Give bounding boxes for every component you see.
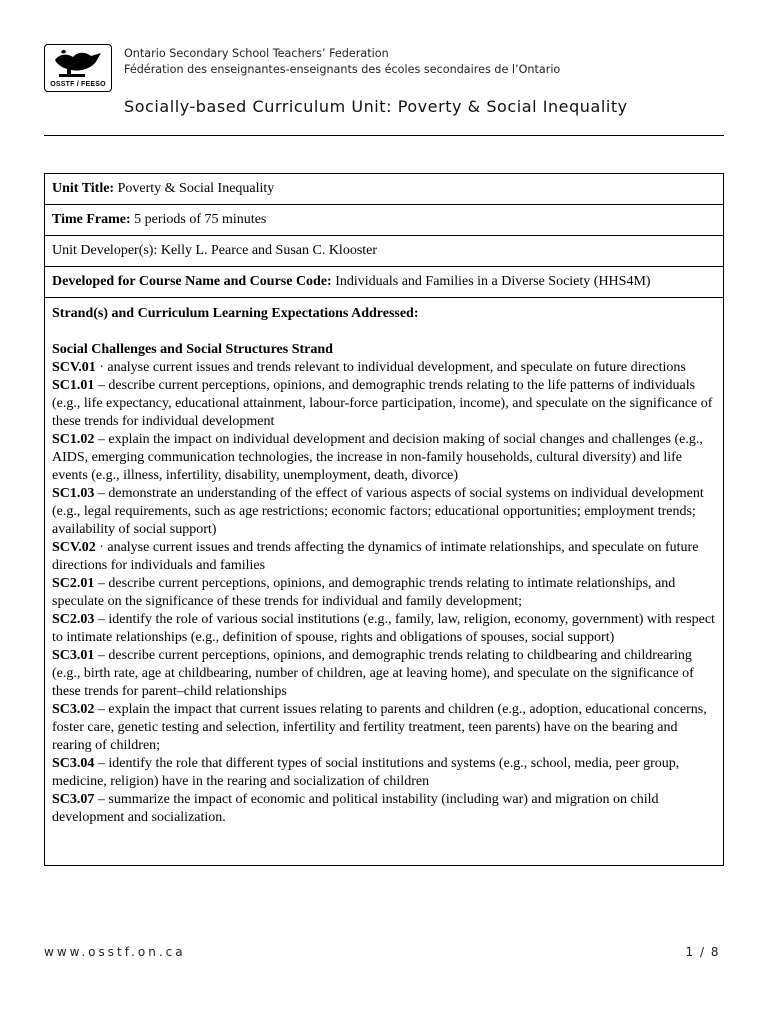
expectation-code: SC1.02 (52, 432, 95, 447)
expectation-item (52, 377, 716, 431)
unit-title-label: Unit Title: (52, 181, 115, 196)
expectation-code: SCV.01 (52, 360, 96, 375)
expectation-text: – summarize the impact of economic and political instability (including war) and migration on child development and socialization. (52, 792, 659, 825)
course-row (45, 267, 723, 298)
expectation-code: SC2.01 (52, 576, 95, 591)
expectation-code: SC3.01 (52, 648, 95, 663)
unit-developers-row (45, 236, 723, 267)
time-frame-row (45, 205, 723, 236)
logo-text: OSSTF / FEESO (50, 81, 106, 88)
expectation-item (52, 701, 716, 755)
expectation-text: · analyse current issues and trends affecting the dynamics of intimate relationships, and speculate on future directions for individuals and families (52, 540, 699, 573)
expectation-text: – describe current perceptions, opinions, and demographic trends relating to the life patterns of individuals (e.g., life expectancy, educational attainment, labour-force participation, income), and speculate on the significance of these trends for individual development (52, 378, 713, 429)
expectations-cell (45, 298, 723, 865)
course-label: Developed for Course Name and Course Code: (52, 274, 332, 289)
expectations-heading: Strand(s) and Curriculum Learning Expectations Addressed: (52, 306, 419, 321)
org-name-french: Fédération des enseignantes-enseignants des écoles secondaires de l’Ontario (124, 63, 561, 76)
unit-developers: Unit Developer(s): Kelly L. Pearce and Susan C. Klooster (52, 243, 378, 258)
expectation-item (52, 791, 716, 827)
expectation-item (52, 485, 716, 539)
expectation-item (52, 755, 716, 791)
expectation-text: – explain the impact that current issues relating to parents and children (e.g., adoption, educational concerns, foster care, genetic testing and selection, infertility and fertility treatment, teen parents) have on the bearing and rearing of children; (52, 702, 707, 753)
expectation-item (52, 431, 716, 485)
course-value: Individuals and Families in a Diverse Society (HHS4M) (331, 274, 651, 289)
expectation-text: · analyse current issues and trends relevant to individual development, and speculate on future directions (95, 360, 686, 375)
expectation-text: – identify the role that different types of social institutions and systems (e.g., school, media, peer group, medicine, religion) have in the rearing and socialization of children (52, 756, 680, 789)
document-title: Socially-based Curriculum Unit: Poverty & Social Inequality (124, 97, 628, 116)
expectation-text: – describe current perceptions, opinions, and demographic trends relating to intimate relationships, and speculate on the significance of these trends for individual and family development; (52, 576, 676, 609)
expectation-code: SC3.02 (52, 702, 95, 717)
website-link[interactable]: www.osstf.on.ca (44, 945, 186, 959)
expectation-item (52, 539, 716, 575)
org-name-english: Ontario Secondary School Teachers’ Federation (124, 47, 389, 60)
expectation-item (52, 359, 716, 377)
expectation-text: – demonstrate an understanding of the effect of various aspects of social systems on individual development (e.g., legal requirements, such as age restrictions; economic factors; educational opportunities; employment trends; availability of social support) (52, 486, 704, 537)
unit-title-row (45, 174, 723, 205)
organization-names (124, 46, 560, 78)
expectation-text: – identify the role of various social institutions (e.g., family, law, religion, economy, government) with respect to intimate relationships (e.g., definition of spouse, rights and obligations of spouses, social support) (52, 612, 715, 645)
expectation-code: SC3.04 (52, 756, 95, 771)
expectation-code: SC3.07 (52, 792, 95, 807)
unit-title-value: Poverty & Social Inequality (114, 181, 275, 196)
unit-info-table (44, 173, 724, 866)
expectation-item (52, 575, 716, 611)
strand-title: Social Challenges and Social Structures Strand (52, 342, 333, 357)
expectation-code: SC2.03 (52, 612, 95, 627)
expectation-text: – explain the impact on individual development and decision making of social changes and challenges (e.g., AIDS, emerging communication technologies, the increase in non-family households, cultural diversity) and life events (e.g., illness, infertility, disability, unemployment, death, divorce) (52, 432, 703, 483)
expectation-code: SC1.01 (52, 378, 95, 393)
expectation-code: SC1.03 (52, 486, 95, 501)
expectation-item (52, 611, 716, 647)
expectation-item (52, 647, 716, 701)
time-frame-value: 5 periods of 75 minutes (130, 212, 267, 227)
osstf-logo (44, 44, 112, 92)
header-divider (44, 135, 724, 136)
lamp-icon (51, 48, 105, 78)
page-number: 1 / 8 (685, 945, 720, 959)
expectation-text: – describe current perceptions, opinions, and demographic trends relating to childbearing and childrearing (e.g., birth rate, age at childbearing, number of children, age at leaving home), and speculate on the significance of these trends for parent–child relationships (52, 648, 694, 699)
time-frame-label: Time Frame: (52, 212, 131, 227)
expectation-code: SCV.02 (52, 540, 96, 555)
